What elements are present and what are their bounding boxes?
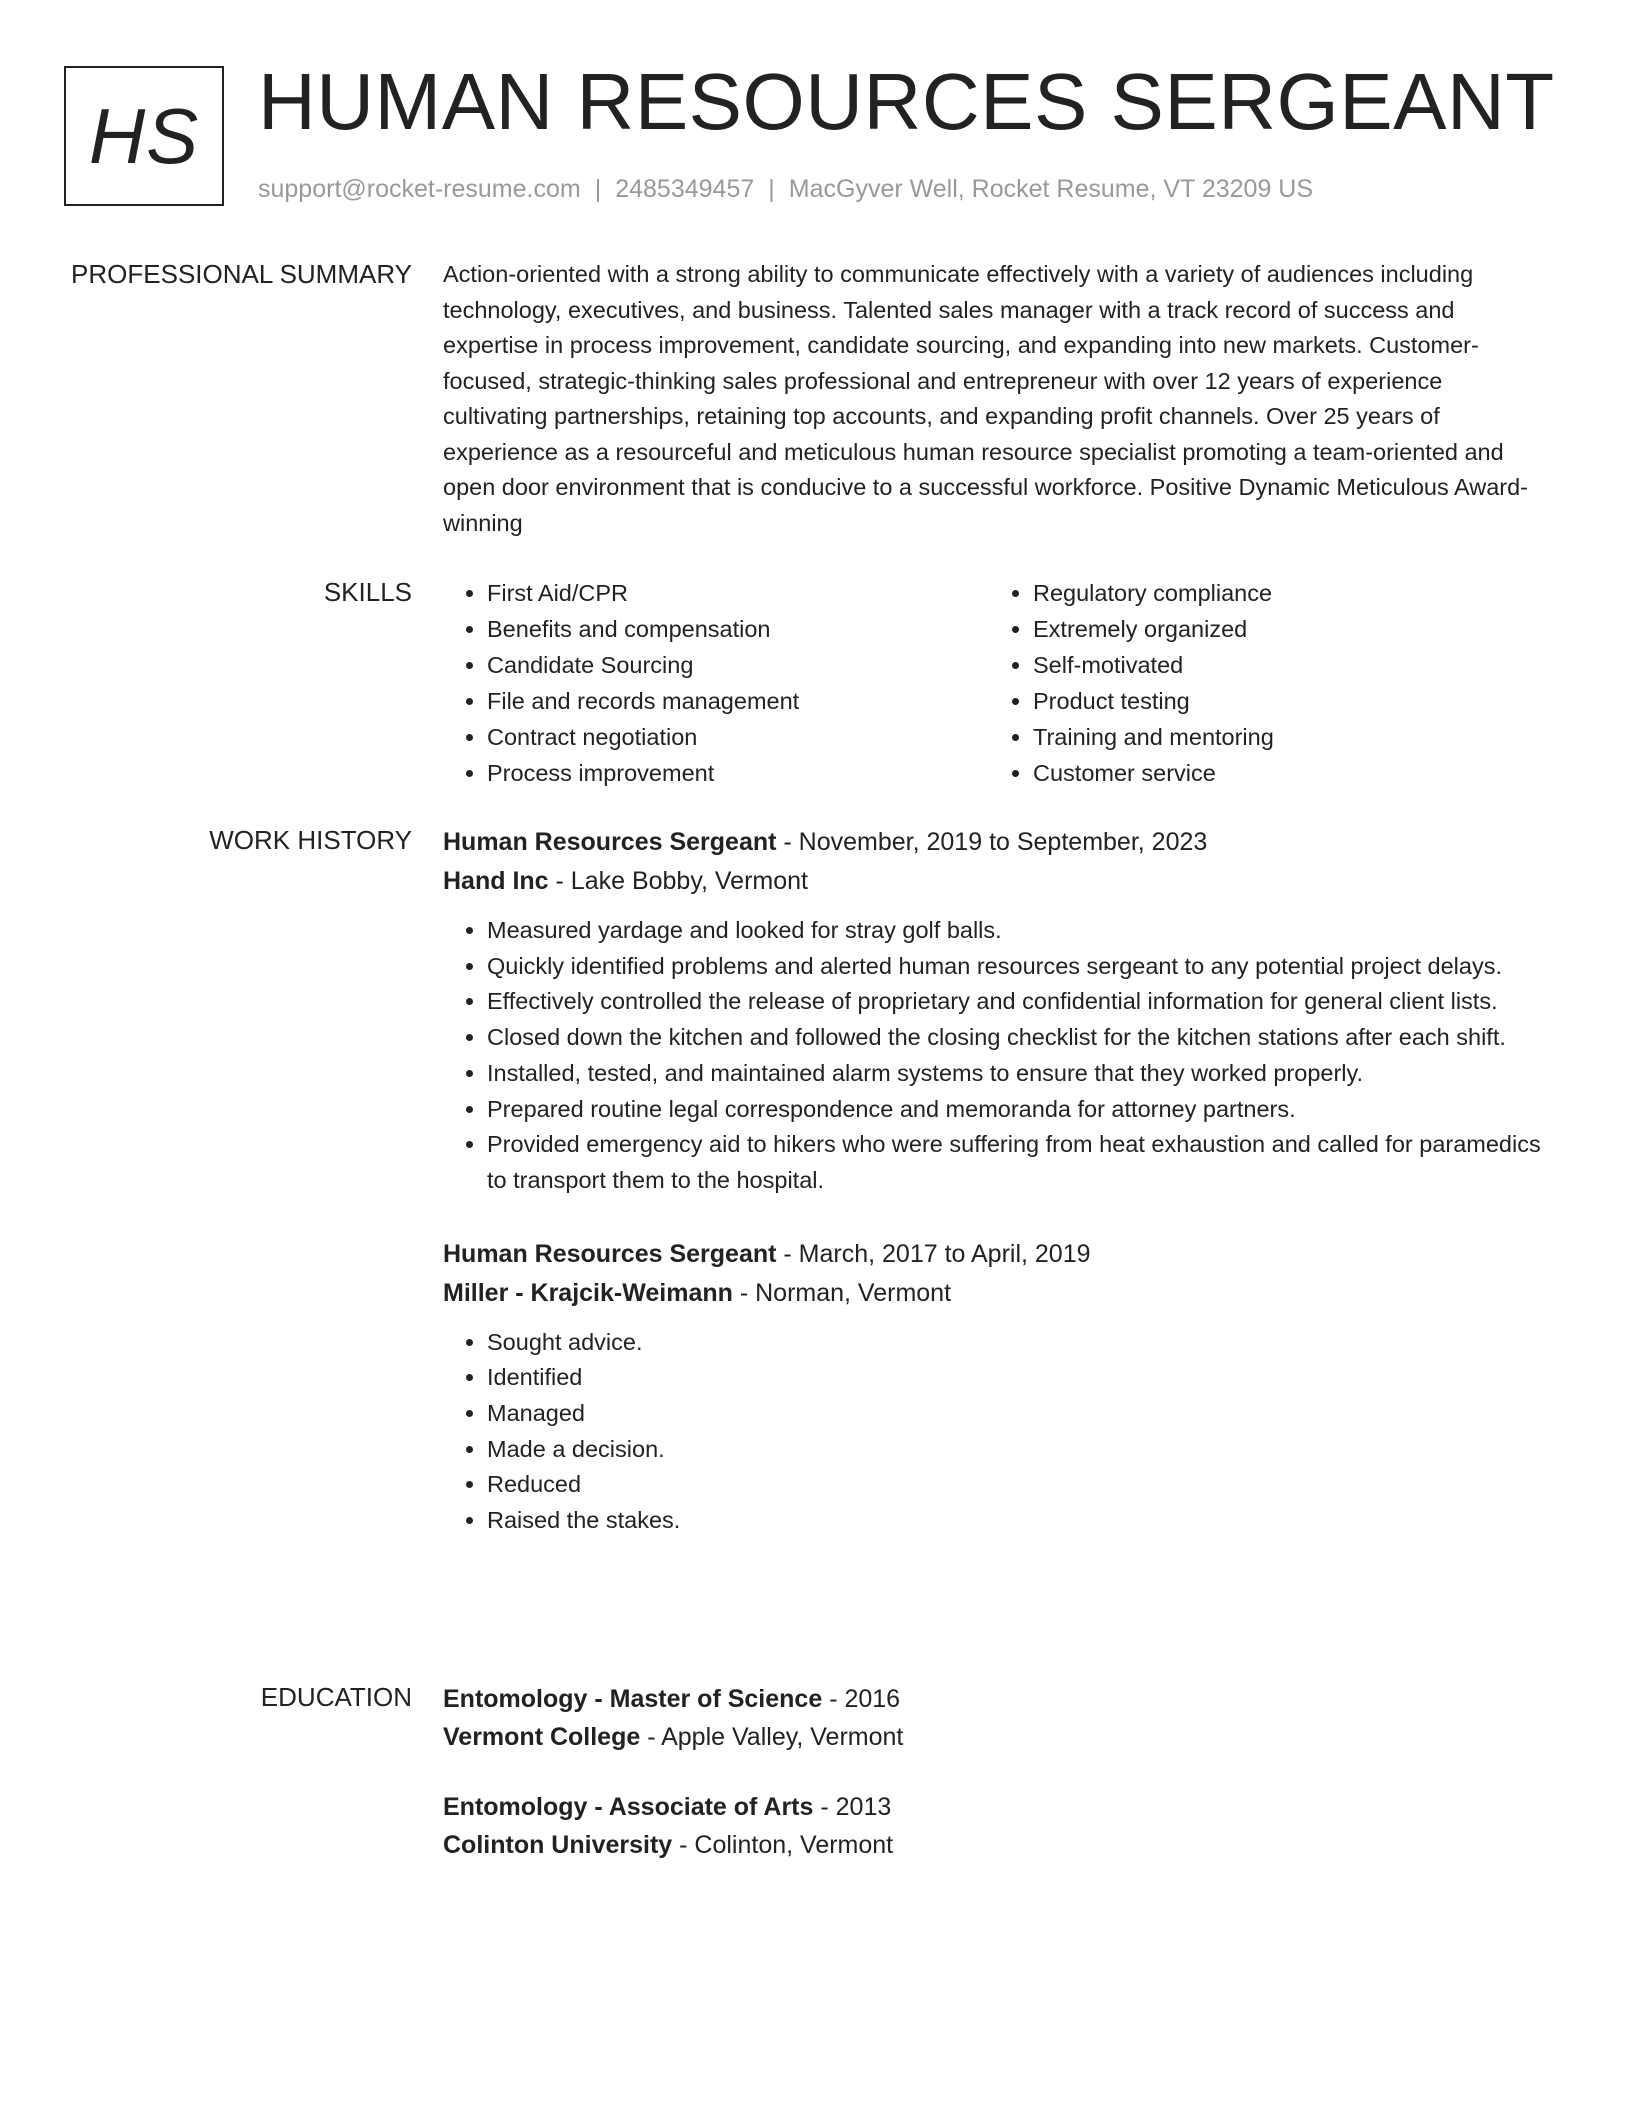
- education-school: Colinton University: [443, 1831, 673, 1859]
- job-entry: [443, 1235, 1543, 1539]
- summary-text: Action-oriented with a strong ability to communicate effectively with a variety of audiences including technology, executives, and business. Talented sales manager with a track record of success and expertise in process improvement, candidate sourcing, and expanding into new markets. Customer-focused, strategic-thinking sales professional and entrepreneur with over 12 years of experience cultivating partnerships, retaining top accounts, and expanding profit channels. Over 25 years of experience as a resourceful and meticulous human resource specialist promoting a team-oriented and open door environment that is conducive to a successful workforce. Positive Dynamic Meticulous Award-winning: [443, 261, 1528, 536]
- job-title: Human Resources Sergeant: [443, 1239, 777, 1268]
- job-dates: - November, 2019 to September, 2023: [776, 828, 1208, 856]
- job-entry: [443, 823, 1543, 1199]
- job-bullet: • Closed down the kitchen and followed the closing checklist for the kitchen stations after each shift.: [487, 1020, 1543, 1056]
- skill-item: • Product testing: [1033, 683, 1533, 719]
- education-degree: Entomology - Master of Science: [443, 1685, 823, 1713]
- section-label-summary: PROFESSIONAL SUMMARY: [71, 259, 412, 289]
- job-bullet: • Reduced: [487, 1467, 1543, 1503]
- job-company: Miller - Krajcik-Weimann: [443, 1278, 733, 1307]
- education-body: [443, 1680, 1543, 1864]
- job-company: Hand Inc: [443, 867, 549, 895]
- skills-list-left: [443, 575, 987, 791]
- job-bullets: [443, 1325, 1543, 1539]
- job-bullet: • Quickly identified problems and alerted human resources sergeant to any potential project delays.: [487, 949, 1543, 985]
- skill-item: • Training and mentoring: [1033, 719, 1533, 755]
- section-label-work: WORK HISTORY: [209, 825, 412, 855]
- job-title: Human Resources Sergeant: [443, 828, 777, 856]
- skills-columns: [443, 575, 1543, 791]
- contact-separator: |: [768, 175, 775, 203]
- job-bullet: • Prepared routine legal correspondence and memoranda for attorney partners.: [487, 1092, 1543, 1128]
- skill-item: • File and records management: [487, 683, 987, 719]
- job-dates: - March, 2017 to April, 2019: [776, 1239, 1091, 1268]
- skill-item: • Customer service: [1033, 755, 1533, 791]
- skill-item: • Process improvement: [487, 755, 987, 791]
- skill-item: • Candidate Sourcing: [487, 647, 987, 683]
- section-label-education: EDUCATION: [260, 1682, 412, 1712]
- job-title-line: [443, 1235, 1543, 1274]
- contact-separator: |: [594, 175, 602, 203]
- contact-line: [258, 172, 1313, 206]
- skills-list-right: [987, 575, 1533, 791]
- job-location: - Norman, Vermont: [732, 1278, 952, 1307]
- candidate-name: HUMAN RESOURCES SERGEANT: [258, 57, 1555, 146]
- education-school: Vermont College: [443, 1723, 641, 1751]
- monogram-box: [64, 66, 224, 206]
- education-entry: [443, 1680, 1543, 1756]
- skill-item: • Contract negotiation: [487, 719, 987, 755]
- job-bullet: • Effectively controlled the release of proprietary and confidential information for general client lists.: [487, 984, 1543, 1020]
- education-entry: [443, 1788, 1543, 1864]
- section-label-skills: SKILLS: [323, 577, 412, 607]
- skills-body: [443, 575, 1543, 791]
- job-company-line: [443, 1274, 1543, 1313]
- contact-address: MacGyver Well, Rocket Resume, VT 23209 US: [788, 175, 1314, 203]
- job-location: - Lake Bobby, Vermont: [548, 867, 808, 895]
- job-bullet: • Managed: [487, 1396, 1543, 1432]
- job-bullet: • Identified: [487, 1360, 1543, 1396]
- job-bullet: • Made a decision.: [487, 1432, 1543, 1468]
- education-location: - Apple Valley, Vermont: [640, 1723, 904, 1751]
- education-year: - 2016: [822, 1685, 901, 1713]
- job-bullet: • Installed, tested, and maintained alarm systems to ensure that they worked properly.: [487, 1056, 1543, 1092]
- job-bullet: • Raised the stakes.: [487, 1503, 1543, 1539]
- education-location: - Colinton, Vermont: [672, 1831, 894, 1859]
- job-bullet: • Provided emergency aid to hikers who were suffering from heat exhaustion and called for paramedics to transport them to the hospital.: [487, 1127, 1543, 1198]
- contact-phone: 2485349457: [615, 175, 755, 203]
- education-school-line: [443, 1718, 1543, 1756]
- contact-email: support@rocket-resume.com: [258, 175, 581, 203]
- job-bullet: • Measured yardage and looked for stray golf balls.: [487, 913, 1543, 949]
- education-school-line: [443, 1826, 1543, 1864]
- education-degree-line: [443, 1788, 1543, 1826]
- skill-item: • Extremely organized: [1033, 611, 1533, 647]
- job-title-line: [443, 823, 1543, 862]
- monogram-initials: HS: [88, 91, 200, 180]
- education-degree: Entomology - Associate of Arts: [443, 1793, 814, 1821]
- education-degree-line: [443, 1680, 1543, 1718]
- summary-body: [443, 257, 1543, 541]
- job-bullets: [443, 913, 1543, 1199]
- skill-item: • Benefits and compensation: [487, 611, 987, 647]
- skill-item: • Self-motivated: [1033, 647, 1533, 683]
- work-body: [443, 823, 1543, 1539]
- job-company-line: [443, 862, 1543, 901]
- education-year: - 2013: [813, 1793, 892, 1821]
- job-bullet: • Sought advice.: [487, 1325, 1543, 1361]
- skill-item: • Regulatory compliance: [1033, 575, 1533, 611]
- skill-item: • First Aid/CPR: [487, 575, 987, 611]
